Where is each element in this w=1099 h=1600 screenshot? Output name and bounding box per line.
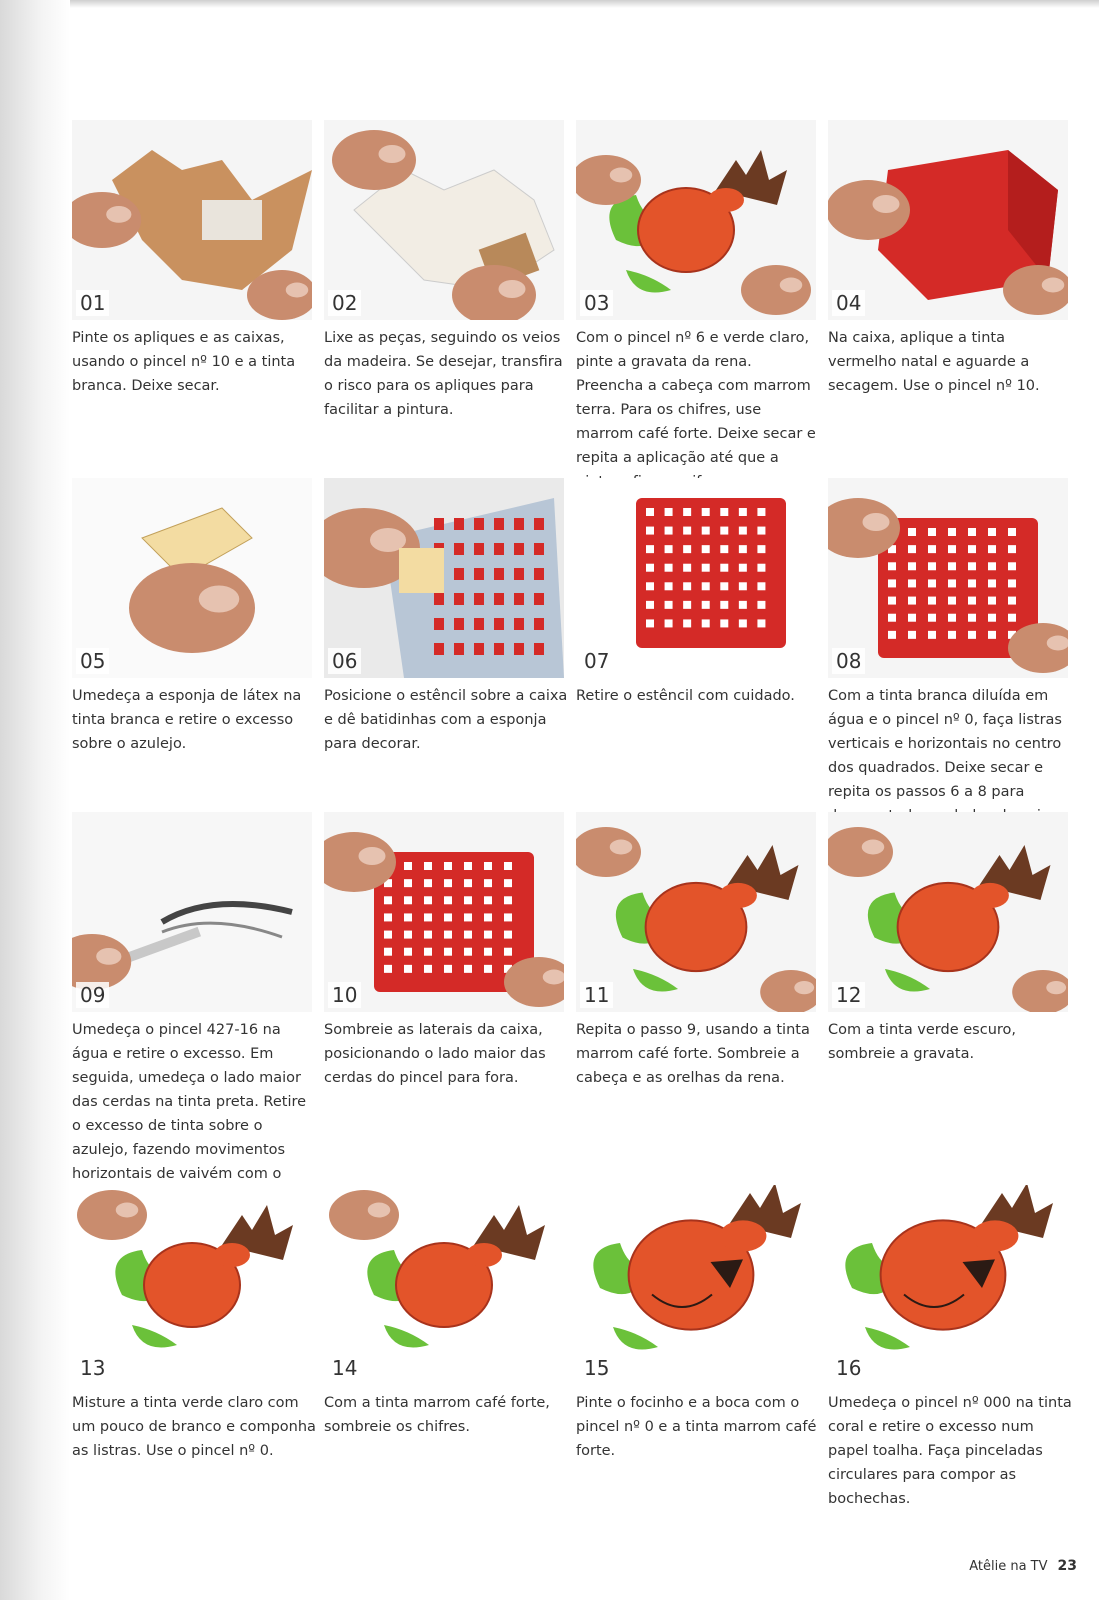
step-photo <box>324 812 564 1012</box>
step-photo <box>72 1185 312 1385</box>
step-05 <box>72 478 317 756</box>
step-07 <box>576 478 821 708</box>
step-04 <box>828 120 1073 398</box>
step-photo <box>576 478 816 678</box>
step-14 <box>324 1185 569 1439</box>
step-10 <box>324 812 569 1090</box>
step-06 <box>324 478 569 756</box>
step-photo <box>828 812 1068 1012</box>
step-photo <box>828 1185 1068 1385</box>
step-instruction: Umedeça o pincel nº 000 na tinta coral e retire o excesso num papel toalha. Faça pinceladas circulares para compor as bochechas. <box>828 1395 1072 1507</box>
step-03 <box>576 120 821 494</box>
page-footer <box>969 1558 1077 1574</box>
page-number: 23 <box>1057 1558 1077 1574</box>
step-12 <box>828 812 1073 1066</box>
step-number: 08 <box>832 648 865 674</box>
step-number: 14 <box>328 1355 361 1381</box>
step-number: 12 <box>832 982 865 1008</box>
step-02 <box>324 120 569 422</box>
step-15 <box>576 1185 821 1463</box>
page-top-edge <box>0 0 1099 8</box>
step-number: 01 <box>76 290 109 316</box>
step-instruction: Repita o passo 9, usando a tinta marrom café forte. Sombreie a cabeça e as orelhas da rena. <box>576 1022 810 1086</box>
step-11 <box>576 812 821 1090</box>
step-instruction: Na caixa, aplique a tinta vermelho natal e aguarde a secagem. Use o pincel nº 10. <box>828 330 1040 394</box>
step-instruction: Umedeça o pincel 427-16 na água e retire o excesso. Em seguida, umedeça o lado maior das cerdas na tinta preta. Retire o excesso de tinta sobre o azulejo, fazendo movimentos horizontais de vaivém com o <box>72 1022 307 1182</box>
step-instruction: Sombreie as laterais da caixa, posicionando o lado maior das cerdas do pincel para fora. <box>324 1022 546 1086</box>
step-number: 06 <box>328 648 361 674</box>
magazine-name: Atêlie na TV <box>969 1559 1048 1574</box>
step-01 <box>72 120 317 398</box>
step-16 <box>828 1185 1073 1511</box>
step-photo <box>324 120 564 320</box>
step-photo <box>576 1185 816 1385</box>
step-number: 10 <box>328 982 361 1008</box>
page-spine-shadow <box>0 0 70 1600</box>
step-instruction: Pinte o focinho e a boca com o pincel nº 0 e a tinta marrom café forte. <box>576 1395 817 1459</box>
step-photo <box>324 478 564 678</box>
step-09 <box>72 812 317 1210</box>
step-number: 15 <box>580 1355 613 1381</box>
step-number: 04 <box>832 290 865 316</box>
step-photo <box>828 478 1068 678</box>
step-instruction: Lixe as peças, seguindo os veios da madeira. Se desejar, transfira o risco para os apliques para facilitar a pintura. <box>324 330 563 418</box>
step-instruction: Com a tinta verde escuro, sombreie a gravata. <box>828 1022 1017 1062</box>
step-13 <box>72 1185 317 1463</box>
step-number: 16 <box>832 1355 865 1381</box>
step-instruction: Pinte os apliques e as caixas, usando o pincel nº 10 e a tinta branca. Deixe secar. <box>72 330 296 394</box>
step-number: 13 <box>76 1355 109 1381</box>
step-number: 07 <box>580 648 613 674</box>
step-number: 09 <box>76 982 109 1008</box>
step-photo <box>576 812 816 1012</box>
step-number: 02 <box>328 290 361 316</box>
step-photo <box>72 478 312 678</box>
step-instruction: Umedeça a esponja de látex na tinta branca e retire o excesso sobre o azulejo. <box>72 688 302 752</box>
step-instruction: Misture a tinta verde claro com um pouco de branco e componha as listras. Use o pincel nº 0. <box>72 1395 316 1459</box>
step-number: 03 <box>580 290 613 316</box>
step-instruction: Com a tinta branca diluída em água e o pincel nº 0, faça listras verticais e horizontais no centro dos quadrados. Deixe secar e repita os passos 6 a 8 para <box>828 688 1062 800</box>
step-number: 11 <box>580 982 613 1008</box>
step-photo <box>324 1185 564 1385</box>
step-instruction: Posicione o estêncil sobre a caixa e dê batidinhas com a esponja para decorar. <box>324 688 568 752</box>
step-08 <box>828 478 1073 828</box>
step-instruction: Com o pincel nº 6 e verde claro, pinte a gravata da rena. Preencha a cabeça com marrom terra. Para os chifres, use marrom café forte. Deixe secar e repita a aplicação até que a <box>576 330 816 466</box>
step-photo <box>828 120 1068 320</box>
step-number: 05 <box>76 648 109 674</box>
step-photo <box>72 120 312 320</box>
step-instruction: Retire o estêncil com cuidado. <box>576 688 795 704</box>
step-photo <box>72 812 312 1012</box>
step-photo <box>576 120 816 320</box>
step-instruction: Com a tinta marrom café forte, sombreie os chifres. <box>324 1395 550 1435</box>
